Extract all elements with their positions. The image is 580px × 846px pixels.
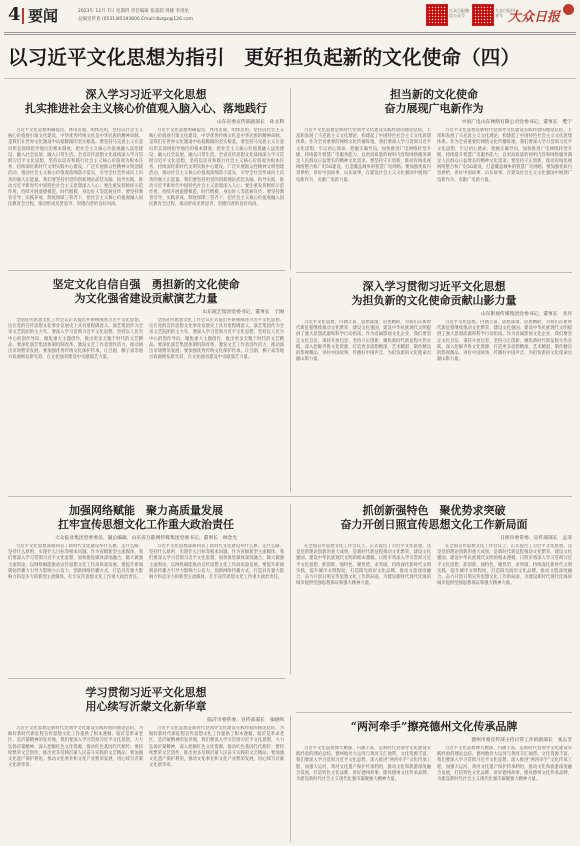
article-byline: 中国广电山东网络有限公司党委书记、董事长 樊宁	[461, 120, 572, 125]
article-title: 抓创新强特色 聚优势求突破	[362, 504, 506, 517]
article-byline: 日照市委常委、宣传部部长 孟菲	[500, 536, 572, 541]
logo-badge-icon	[563, 4, 574, 15]
article-byline: 山东演艺集团党委书记、董事长 于刚	[202, 310, 284, 315]
article	[296, 280, 572, 492]
masthead-divider	[22, 8, 24, 24]
article-column	[149, 128, 284, 250]
section-divider	[8, 270, 286, 271]
article-body: 习近平文化思想博大精深、内涵丰富，是新时代党领导文化建设实践经验的理论总结。德州地处大运河与黄河交汇地带，文化资源丰富，我们要深入学习贯彻习近平文化思想，深入推进“两河牵手”文化传承工程，加强大运河、黄河文化遗产保护传承利用，推动文化和旅游深度融合发展，打造特色文化品牌，讲好德州故事，擦亮德州文化传承品牌，为建设新时代社会主义现代化强市凝聚强大精神力量。	[296, 746, 431, 783]
section-divider	[296, 712, 572, 713]
article-title: 深入学习习近平文化思想	[85, 88, 207, 101]
article-column	[149, 318, 284, 494]
article	[8, 686, 284, 842]
article-column	[8, 318, 143, 494]
article-body: 习近平文化思想是新时代党领导文化建设实践经验的理论总结，丰富和发展了马克思主义文化理论，构建起了中国特色社会主义文化思想体系。作为全省重要的网络文化传播阵地，我们要深入学习贯彻习近平文化思想，牢记初心使命，把握正确导向，加快推进广电网络转型升级，持续提升智慧广电服务能力，以更高质量的视听内容和网络服务满足人民群众日益增长的精神文化需求。要坚持守正创新，推动有线电视网络整合和广电5G建设，打造覆盖城乡的智慧广电网络；要加强优质内容供给，讲好中国故事、山东故事，在建设社会主义文化强国中展现广电新作为、贡献广电新力量。	[437, 128, 572, 183]
article	[8, 278, 284, 492]
article-byline: 山东影视传媒集团党委书记、董事长 亚丹	[480, 312, 572, 317]
article-body: 习近平文化思想，内涵丰富、思想深邃、论述精辟，为我们在新时代新征程继续推动文化繁荣、建设文化强国、建设中华民族现代文明提供了强大思想武器和科学行动指南。作为省属影视文化企业，我们要坚定文化自信、秉持开放包容、坚持守正创新，聚焦新时代新征程火热实践，深入挖掘齐鲁文化资源，打造更多思想精深、艺术精湛、制作精良的影视精品，讲好中国故事，传播好中国声音，为担负新的文化使命贡献山影力量。	[437, 320, 572, 363]
article-column	[149, 726, 284, 840]
article-body: 习近平文化思想是新时代党领导文化建设实践经验的理论总结，为做好新时代新征程宣传思想文化工作提供了根本遵循。临沂是革命老区，是沂蒙精神的发祥地，我们要深入学习贯彻习近平文化思想，大力弘扬沂蒙精神，深入挖掘红色文化资源，推动红色基因代代相传；要持续繁荣文艺创作，推出更多反映沂蒙人民奋斗实践的文艺精品；要加强文化遗产保护利用，推动文化事业和文化产业繁荣发展，用心续写沂蒙文化新华章。	[149, 726, 284, 769]
column-divider	[290, 278, 291, 492]
article	[8, 88, 284, 248]
article-byline: 德州市委宣传部主持日常工作的副部长 张志芳	[471, 738, 572, 743]
page-number: 4	[8, 4, 21, 25]
article-subtitle: 扎实推进社会主义核心价值观入脑入心、落地践行	[25, 102, 267, 115]
article-title: 担当新的文化使命	[390, 88, 478, 101]
article-column	[437, 746, 572, 842]
article-title: “两河牵手”擦亮德州文化传承品牌	[350, 720, 518, 733]
article	[296, 88, 572, 268]
article-column	[149, 544, 284, 674]
qr-code-icon	[426, 4, 448, 26]
newspaper-logo: 大众日报	[507, 10, 560, 25]
article-byline: 山东省委宣传部副部长 孙文利	[216, 120, 284, 125]
contact-meta: 总编室传真 (0531)85193600 Email:dbzgx@126.com	[78, 17, 193, 22]
article-column	[8, 726, 143, 840]
article-column	[437, 320, 572, 494]
article-column	[8, 128, 143, 250]
article-subtitle: 奋力开创日照宣传思想文化工作新局面	[340, 518, 528, 531]
article-body: 习近平文化思想是新时代党领导文化建设实践经验的理论总结，为做好新时代新征程宣传思想文化工作提供了根本遵循。临沂是革命老区，是沂蒙精神的发祥地，我们要深入学习贯彻习近平文化思想，大力弘扬沂蒙精神，深入挖掘红色文化资源，推动红色基因代代相传；要持续繁荣文艺创作，推出更多反映沂蒙人民奋斗实践的文艺精品；要加强文化遗产保护利用，推动文化事业和文化产业繁荣发展，用心续写沂蒙文化新华章。	[8, 726, 143, 769]
qr-caption: 大众日报抖音号	[495, 8, 515, 18]
article	[8, 504, 284, 674]
article-subtitle: 奋力展现广电新作为	[384, 102, 484, 115]
article-body: 在全国宣传思想文化工作会议上，正式提出了习近平文化思想，这是党的理论创新的重大成果，是新时代新征程推动文化繁荣、建设文化强国、建设中华民族现代文明的根本遵循。日照市将深入学习贯彻习近平文化思想，抓创新、强特色、聚优势、求突破，持续深化新时代文明实践，提升城市文明程度，打造阳光海岸文化品牌，推动文旅深度融合，奋力开创日照宣传思想文化工作新局面，为建设新时代现代化海滨城市提供坚强思想保证和强大精神力量。	[296, 544, 431, 587]
column-divider	[290, 504, 291, 674]
qr-code-icon	[472, 4, 494, 26]
column-divider	[290, 716, 291, 842]
masthead	[6, 4, 574, 34]
header-rule	[4, 32, 576, 33]
article-body: 习近平文化思想明确提出，体用贯通、明体达用，坚持以社会主义核心价值观引领文化建设，中华优秀传统文化是中华民族的精神命脉，是我们在世界文化激荡中站稳脚跟的坚实根基。要坚持马克思主义在意识形态领域指导地位的根本制度，把社会主义核心价值观融入法治建设、融入社会发展、融入日常生活。全省宣传思想文化战线深入学习贯彻习近平文化思想，坚持以培育和践行社会主义核心价值观为根本任务，持续深化新时代文明实践中心建设，广泛开展群众性精神文明创建活动，推动社会主义核心价值观落细落小落实，引导全社会形成向上向善的强大正能量。我们要坚持用党的创新理论武装头脑、指导实践，推动习近平新时代中国特色社会主义思想深入人心；要注重发挥榜样示范作用，持续开展道德模范、时代楷模、身边好人等选树宣传；要坚持教育引导、实践养成、制度保障三管齐下，把社会主义核心价值观融入国民教育全过程，推动形成见贤思齐、崇德向善的良好风尚。	[149, 128, 284, 208]
article-subtitle: 为文化强省建设贡献演艺力量	[74, 292, 218, 305]
article-subtitle: 扛牢宣传思想文化工作重大政治责任	[58, 518, 234, 531]
section-divider	[296, 272, 572, 273]
article-subtitle: 为担负新的文化使命贡献山影力量	[351, 294, 517, 307]
article-body: 习近平文化思想，内涵丰富、思想深邃、论述精辟，为我们在新时代新征程继续推动文化繁荣、建设文化强国、建设中华民族现代文明提供了强大思想武器和科学行动指南。作为省属影视文化企业，我们要坚定文化自信、秉持开放包容、坚持守正创新，聚焦新时代新征程火热实践，深入挖掘齐鲁文化资源，打造更多思想精深、艺术精湛、制作精良的影视精品，讲好中国故事，传播好中国声音，为担负新的文化使命贡献山影力量。	[296, 320, 431, 363]
article-byline: 大众报业集团党委委员、副总编辑，山东省互联网传媒集团党委书记、董事长 林念光	[54, 536, 238, 541]
article-subtitle: 用心续写沂蒙文化新华章	[85, 700, 207, 713]
article-body: 习近平文化思想明确提出，体用贯通、明体达用，坚持以社会主义核心价值观引领文化建设，中华优秀传统文化是中华民族的精神命脉，是我们在世界文化激荡中站稳脚跟的坚实根基。要坚持马克思主义在意识形态领域指导地位的根本制度，把社会主义核心价值观融入法治建设、融入社会发展、融入日常生活。全省宣传思想文化战线深入学习贯彻习近平文化思想，坚持以培育和践行社会主义核心价值观为根本任务，持续深化新时代文明实践中心建设，广泛开展群众性精神文明创建活动，推动社会主义核心价值观落细落小落实，引导全社会形成向上向善的强大正能量。我们要坚持用党的创新理论武装头脑、指导实践，推动习近平新时代中国特色社会主义思想深入人心；要注重发挥榜样示范作用，持续开展道德模范、时代楷模、身边好人等选树宣传；要坚持教育引导、实践养成、制度保障三管齐下，把社会主义核心价值观融入国民教育全过程，推动形成见贤思齐、崇德向善的良好风尚。	[8, 128, 143, 208]
article-body: 习近平文化思想深刻回答了新时代文化建设举什么旗、走什么路、坚持什么原则、实现什么目标等根本问题。作为省级新型主流媒体，我们要深入学习贯彻习近平文化思想，加快推进媒体深度融合，做大做强主流舆论，以网络赋能推动宣传思想文化工作高质量发展。要提升新闻舆论传播力引导力影响力公信力，创新网络传播方式，打造具有强大影响力和竞争力的新型主流媒体，扛牢宣传思想文化工作重大政治责任。	[149, 544, 284, 581]
article-title: 坚定文化自信自强 勇担新的文化使命	[52, 278, 240, 291]
article-column	[296, 746, 431, 842]
article-title: 深入学习贯彻习近平文化思想	[362, 280, 506, 293]
article-column	[296, 544, 431, 706]
article-body: 全国宣传思想文化工作会议正式提出并系统阐述习近平文化思想，这在党的宣传思想文化事业发展史上具有里程碑意义。演艺集团作为全省文艺院团的主力军，要深入学习贯彻习近平文化思想，坚持以人民为中心的创作导向，聚焦重大主题创作，推出更多无愧于时代的文艺精品。要深化演艺集团体制机制改革，激发文艺工作者创作活力，推动演出市场繁荣发展；要加强优秀传统文化保护传承，让吕剧、柳子戏等地方戏曲焕发新光彩，在文化强省建设中贡献演艺力量。	[149, 318, 284, 361]
article	[296, 504, 572, 704]
article-title: 加强网络赋能 聚力高质量发展	[69, 504, 223, 517]
edition-meta: 2023年 12月 7日 星期四 责任编辑 张超超 周晓 李进星	[78, 9, 190, 14]
article-body: 习近平文化思想是新时代党领导文化建设实践经验的理论总结，丰富和发展了马克思主义文化理论，构建起了中国特色社会主义文化思想体系。作为全省重要的网络文化传播阵地，我们要深入学习贯彻习近平文化思想，牢记初心使命，把握正确导向，加快推进广电网络转型升级，持续提升智慧广电服务能力，以更高质量的视听内容和网络服务满足人民群众日益增长的精神文化需求。要坚持守正创新，推动有线电视网络整合和广电5G建设，打造覆盖城乡的智慧广电网络；要加强优质内容供给，讲好中国故事、山东故事，在建设社会主义文化强国中展现广电新作为、贡献广电新力量。	[296, 128, 431, 183]
qr-caption: 大众日报微信公众号	[449, 8, 469, 18]
headline-rule	[4, 78, 576, 79]
section-name: 要闻	[28, 7, 59, 25]
article-column	[437, 544, 572, 706]
article-column	[8, 544, 143, 674]
article-column	[437, 128, 572, 268]
page-headline: 以习近平文化思想为指引 更好担负起新的文化使命（四）	[8, 46, 521, 69]
article-body: 习近平文化思想博大精深、内涵丰富，是新时代党领导文化建设实践经验的理论总结。德州地处大运河与黄河交汇地带，文化资源丰富，我们要深入学习贯彻习近平文化思想，深入推进“两河牵手”文化传承工程，加强大运河、黄河文化遗产保护传承利用，推动文化和旅游深度融合发展，打造特色文化品牌，讲好德州故事，擦亮德州文化传承品牌，为建设新时代社会主义现代化强市凝聚强大精神力量。	[437, 746, 572, 783]
article-column	[296, 128, 431, 268]
article-column	[296, 320, 431, 494]
article-body: 全国宣传思想文化工作会议正式提出并系统阐述习近平文化思想，这在党的宣传思想文化事业发展史上具有里程碑意义。演艺集团作为全省文艺院团的主力军，要深入学习贯彻习近平文化思想，坚持以人民为中心的创作导向，聚焦重大主题创作，推出更多无愧于时代的文艺精品。要深化演艺集团体制机制改革，激发文艺工作者创作活力，推动演出市场繁荣发展；要加强优秀传统文化保护传承，让吕剧、柳子戏等地方戏曲焕发新光彩，在文化强省建设中贡献演艺力量。	[8, 318, 143, 361]
article-body: 在全国宣传思想文化工作会议上，正式提出了习近平文化思想，这是党的理论创新的重大成果，是新时代新征程推动文化繁荣、建设文化强国、建设中华民族现代文明的根本遵循。日照市将深入学习贯彻习近平文化思想，抓创新、强特色、聚优势、求突破，持续深化新时代文明实践，提升城市文明程度，打造阳光海岸文化品牌，推动文旅深度融合，奋力开创日照宣传思想文化工作新局面，为建设新时代现代化海滨城市提供坚强思想保证和强大精神力量。	[437, 544, 572, 587]
header-rule	[4, 34, 576, 35]
article-body: 习近平文化思想深刻回答了新时代文化建设举什么旗、走什么路、坚持什么原则、实现什么目标等根本问题。作为省级新型主流媒体，我们要深入学习贯彻习近平文化思想，加快推进媒体深度融合，做大做强主流舆论，以网络赋能推动宣传思想文化工作高质量发展。要提升新闻舆论传播力引导力影响力公信力，创新网络传播方式，打造具有强大影响力和竞争力的新型主流媒体，扛牢宣传思想文化工作重大政治责任。	[8, 544, 143, 581]
section-divider	[8, 678, 286, 679]
article-title: 学习贯彻习近平文化思想	[85, 686, 207, 699]
article-byline: 临沂市委常委、宣传部部长 张晓鸣	[207, 718, 284, 723]
column-divider	[290, 88, 291, 270]
section-divider	[8, 496, 572, 497]
article	[296, 720, 572, 842]
